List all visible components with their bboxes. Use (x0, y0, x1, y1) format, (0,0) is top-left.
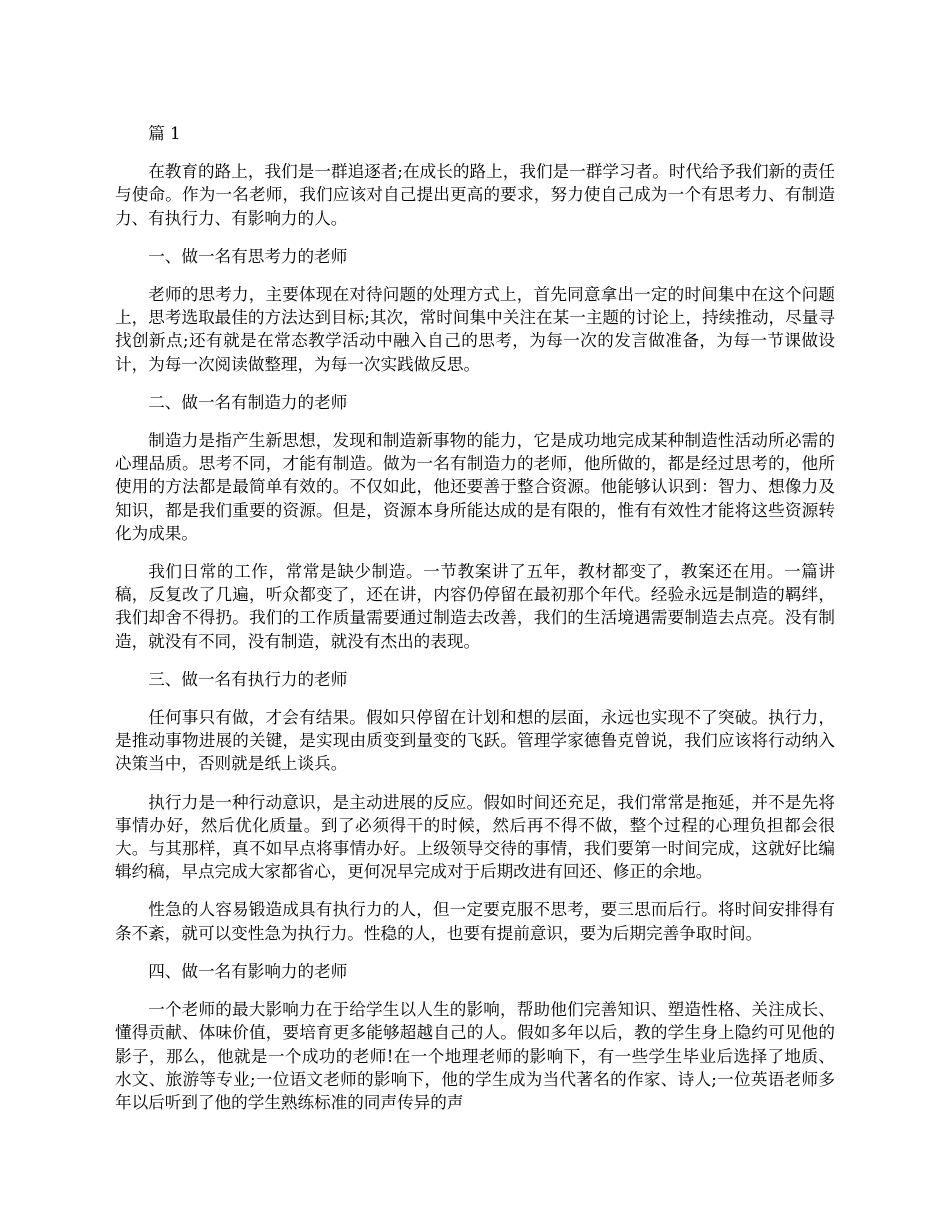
intro-paragraph: 在教育的路上，我们是一群追逐者;在成长的路上，我们是一群学习者。时代给予我们新的责任与使命。作为一名老师，我们应该对自己提出更高的要求，努力使自己成为一个有思考力、有制造力、有执行力、有影响力的人。 (115, 162, 835, 228)
paragraph-creativity-2: 我们日常的工作，常常是缺少制造。一节教案讲了五年，教材都变了，教案还在用。一篇讲稿，反复改了几遍，听众都变了，还在讲，内容仍停留在最初那个年代。经验永远是制造的羁绊，我们却舍不得扔。我们的工作质量需要通过制造去改善，我们的生活境遇需要制造去点亮。没有制造，就没有不同，没有制造，就没有杰出的表现。 (115, 562, 835, 651)
paragraph-creativity-1: 制造力是指产生新思想，发现和制造新事物的能力，它是成功地完成某种制造性活动所必需的心理品质。思考不同，才能有制造。做为一名有制造力的老师，他所做的，都是经过思考的，他所使用的方法都是最简单有效的。不仅如此，他还要善于整合资源。他能够认识到：智力、想像力及知识，都是我们重要的资源。但是，资源本身所能达成的是有限的，惟有有效性才能将这些资源转化为成果。 (115, 431, 835, 543)
paragraph-thinking: 老师的思考力，主要体现在对待问题的处理方式上，首先同意拿出一定的时间集中在这个问题上，思考选取最佳的方法达到目标;其次，常时间集中关注在某一主题的讨论上，持续推动，尽量寻找创新点;还有就是在常态教学活动中融入自己的思考，为每一次的发言做准备，为每一节课做设计，为每一次阅读做整理，为每一次实践做反思。 (115, 285, 835, 374)
document-body (115, 122, 835, 1129)
heading-execution: 三、做一名有执行力的老师 (148, 669, 348, 689)
heading-influence: 四、做一名有影响力的老师 (148, 961, 348, 981)
paragraph-execution-2: 执行力是一种行动意识，是主动进展的反应。假如时间还充足，我们常常是拖延，并不是先将事情办好，然后优化质量。到了必须得干的时候，然后再不得不做，整个过程的心理负担都会很大。与其那样，真不如早点将事情办好。上级领导交待的事情，我们要第一时间完成，这就好比编辑约稿，早点完成大家都省心，更何况早完成对于后期改进有回还、修正的余地。 (115, 792, 835, 882)
heading-thinking: 一、做一名有思考力的老师 (148, 246, 348, 266)
heading-creativity: 二、做一名有制造力的老师 (148, 392, 348, 412)
paragraph-influence: 一个老师的最大影响力在于给学生以人生的影响，帮助他们完善知识、塑造性格、关注成长、懂得贡献、体味价值，要培育更多能够超越自己的人。假如多年以后，教的学生身上隐约可见他的影子，那么，他就是一个成功的老师!在一个地理老师的影响下，有一些学生毕业后选择了地质、水文、旅游等专业;一位语文老师的影响下，他的学生成为当代著名的作家、诗人;一位英语老师多年以后听到了他的学生熟练标准的同声传异的声 (115, 1000, 835, 1112)
paragraph-execution-1: 任何事只有做，才会有结果。假如只停留在计划和想的层面，永远也实现不了突破。执行力，是推动事物进展的关键，是实现由质变到量变的飞跃。管理学家德鲁克曾说，我们应该将行动纳入决策当中，否则就是纸上谈兵。 (115, 708, 835, 774)
section-label: 篇 1 (148, 124, 181, 143)
paragraph-execution-3: 性急的人容易锻造成具有执行力的人，但一定要克服不思考，要三思而后行。将时间安排得有条不紊，就可以变性急为执行力。性稳的人，也要有提前意识，要为后期完善争取时间。 (115, 900, 835, 943)
